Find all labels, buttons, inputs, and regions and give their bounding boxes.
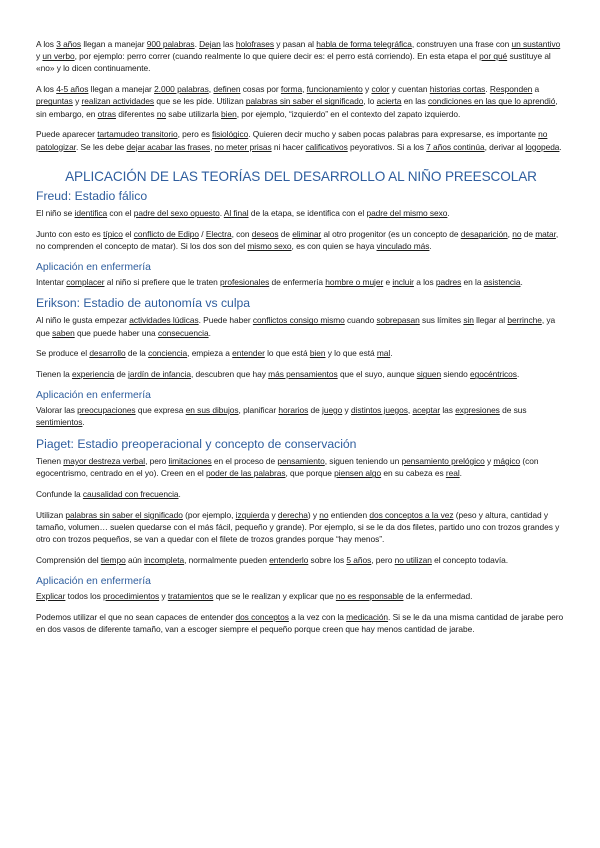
text-run: y <box>72 96 82 107</box>
text-run: de <box>114 369 129 380</box>
text-run: cuando <box>344 315 377 326</box>
text-run: de <box>521 228 536 239</box>
text-run: de sus <box>499 405 527 415</box>
underlined-text: condiciones en las que lo aprendió <box>428 96 556 107</box>
text-run: , pero es <box>177 129 212 140</box>
paragraph <box>36 314 566 338</box>
paragraph <box>36 404 566 428</box>
text-run: , ya que <box>36 315 556 338</box>
underlined-text: egocéntricos <box>470 369 517 380</box>
text-run: ) y <box>307 509 320 520</box>
underlined-text: fisiológico <box>211 129 249 140</box>
underlined-text: logopeda <box>525 141 560 152</box>
text-run: Se produce el <box>36 348 90 359</box>
underlined-text: definen <box>213 84 241 95</box>
underlined-text: 3 años <box>56 39 82 49</box>
section-heading-freud: Freud: Estadio fálico <box>36 188 148 203</box>
text-run: Utilizan <box>36 509 66 520</box>
underlined-text: color <box>371 84 390 95</box>
underlined-text: forma <box>280 84 303 95</box>
text-run: , que porque <box>285 468 335 479</box>
text-run: de la <box>125 348 149 359</box>
underlined-text: más pensamientos <box>268 369 338 380</box>
text-run: y <box>159 590 168 601</box>
underlined-text: piensen algo <box>334 468 382 479</box>
text-run: , siguen teniendo un <box>324 456 402 466</box>
text-run: . Quieren decir mucho y saben pocas palabras para expresarse, es importante <box>248 129 539 140</box>
underlined-text: tartamudeo transitorio <box>97 129 178 140</box>
text-run: . Puede haber <box>198 315 253 326</box>
underlined-text: mismo sexo <box>247 240 292 251</box>
underlined-text: realizan actividades <box>81 96 155 107</box>
text-run: , descubren que hay <box>190 369 269 380</box>
paragraph <box>36 347 566 359</box>
underlined-text: deseos <box>251 228 279 239</box>
underlined-text: siguen <box>416 369 442 380</box>
text-run: que expresa <box>135 405 186 415</box>
underlined-text: real <box>445 468 460 479</box>
paragraph <box>36 83 566 120</box>
text-run: las <box>220 39 236 49</box>
text-run: . <box>194 39 200 49</box>
paragraph <box>36 368 566 380</box>
text-run: que se le realizan y explicar que <box>213 590 336 601</box>
underlined-text: 2.000 palabras <box>154 84 209 95</box>
underlined-text: dos conceptos <box>235 611 289 622</box>
paragraph <box>36 455 566 479</box>
text-run: , es con quien se haya <box>291 240 377 251</box>
underlined-text: conflictos consigo mismo <box>252 315 345 326</box>
text-run: , construyen una frase con <box>411 39 512 49</box>
text-run: Al niño le gusta empezar <box>36 315 130 326</box>
text-run: , <box>302 84 307 95</box>
underlined-text: poder de las palabras <box>205 468 286 479</box>
underlined-text: acierta <box>376 96 402 107</box>
underlined-text: Al final <box>223 207 249 218</box>
text-run: , <box>507 228 513 239</box>
text-run: (peso y altura, cantidad y tamaño, volumen… suelen quedarse con el más fácil, pequeño y grande). Por ejemplo, si se le da dos filetes, partido uno con trozos grandes y otro con trozos pequeños, se van a quedar con el filete de trozos grandes porque “hay menos”. <box>36 509 560 545</box>
text-run: . <box>459 468 462 479</box>
section-heading-piaget: Piaget: Estadio preoperacional y concepto de conservación <box>36 437 357 451</box>
text-run: llegan a manejar <box>88 84 155 95</box>
text-run: sus límites <box>419 315 464 326</box>
text-run: cosas por <box>240 84 281 95</box>
underlined-text: sentimientos <box>36 417 83 428</box>
underlined-text: experiencia <box>71 369 115 380</box>
text-run: Tienen <box>36 456 64 466</box>
text-run: con el <box>107 207 134 218</box>
underlined-text: distintos juegos <box>350 405 408 415</box>
text-run: , lo <box>363 96 377 107</box>
paragraph <box>36 488 566 500</box>
text-run: y pasan al <box>274 39 317 49</box>
text-run: , pero <box>145 456 169 466</box>
text-run: . <box>559 141 562 152</box>
paragraph <box>36 207 566 219</box>
text-run: llegar al <box>473 315 508 326</box>
underlined-text: desarrollo <box>89 348 126 359</box>
text-run: . <box>208 327 211 338</box>
text-run: , sin embargo, en <box>36 96 558 119</box>
underlined-text: sobrepasan <box>376 315 420 326</box>
subheading-application: Aplicación en enfermería <box>36 261 151 273</box>
piaget-section <box>36 437 566 635</box>
text-run: . Si se le da una misma cantidad de jarabe pero en dos vasos de diferente tamaño, van a escoger siempre el pequeño porque creen que hay menos cantidad de jarabe. <box>36 611 564 634</box>
underlined-text: preguntas <box>36 96 73 107</box>
text-run: en su cabeza es <box>381 468 446 479</box>
underlined-text: matar <box>535 228 556 239</box>
text-run: Confunde la <box>36 489 83 499</box>
text-run: siendo <box>441 369 471 380</box>
subheading-application: Aplicación en enfermería <box>36 390 151 401</box>
text-run: diferentes <box>115 108 157 119</box>
text-run: el <box>122 228 134 239</box>
underlined-text: procedimientos <box>103 590 160 601</box>
text-run: de enfermería <box>269 276 326 287</box>
underlined-text: profesionales <box>220 276 270 287</box>
underlined-text: horarios <box>278 405 309 415</box>
intro-section <box>36 38 566 153</box>
underlined-text: aceptar <box>412 405 441 415</box>
text-run: . <box>82 417 85 428</box>
text-run: . <box>485 84 490 95</box>
underlined-text: en sus dibujos <box>185 405 239 415</box>
underlined-text: por qué <box>479 51 508 62</box>
text-run: y <box>484 456 494 466</box>
text-run: Valorar las <box>36 405 78 415</box>
underlined-text: bien <box>221 108 237 119</box>
underlined-text: 5 años <box>346 555 372 565</box>
text-run: (con egocentrismo, centrado en el yo). Creen en el <box>36 456 539 479</box>
text-run: , por ejemplo, “izquierdo” en el contexto del zapato izquierdo. <box>236 108 461 119</box>
underlined-text: medicación <box>346 611 389 622</box>
underlined-text: berrinche <box>507 315 542 326</box>
text-run: , empieza a <box>187 348 233 359</box>
underlined-text: vinculado más <box>376 240 430 251</box>
text-run: a la vez con la <box>288 611 347 622</box>
paragraph <box>36 509 566 546</box>
text-run: lo que está <box>264 348 310 359</box>
text-run: Podemos utilizar el que no sean capaces de entender <box>36 611 236 622</box>
underlined-text: preocupaciones <box>77 405 136 415</box>
underlined-text: juego <box>322 405 343 415</box>
text-run: , pero <box>371 555 395 565</box>
text-run: Comprensión del <box>36 555 101 565</box>
underlined-text: 7 años continúa <box>426 141 485 152</box>
text-run: , <box>210 141 215 152</box>
text-run: en las <box>401 96 429 107</box>
text-run: Intentar <box>36 276 67 287</box>
underlined-text: saben <box>52 327 75 338</box>
text-run: de <box>278 228 293 239</box>
text-run: entienden <box>328 509 370 520</box>
text-run: de la etapa, se identifica con el <box>248 207 367 218</box>
text-run: , no comprenden el concepto de matar). Si los dos son del <box>36 228 559 251</box>
underlined-text: asistencia <box>483 276 521 287</box>
underlined-text: incompleta <box>144 555 185 565</box>
text-run: , con <box>231 228 252 239</box>
text-run: . <box>390 348 393 359</box>
underlined-text: jardín de infancia <box>128 369 191 380</box>
underlined-text: historias cortas <box>429 84 486 95</box>
underlined-text: padre del sexo opuesto <box>133 207 220 218</box>
underlined-text: 4-5 años <box>56 84 89 95</box>
underlined-text: izquierda <box>235 509 270 520</box>
paragraph <box>36 38 566 75</box>
text-run: A los <box>36 84 57 95</box>
underlined-text: no es responsable <box>335 590 404 601</box>
text-run: Junto con esto es <box>36 228 104 239</box>
text-run: aún <box>125 555 145 565</box>
paragraph <box>36 554 566 566</box>
text-run: al otro progenitor (es un concepto de <box>321 228 461 239</box>
underlined-text: no <box>512 228 522 239</box>
text-run: . <box>520 276 523 287</box>
paragraph <box>36 611 566 635</box>
underlined-text: limitaciones <box>168 456 212 466</box>
underlined-text: tratamientos <box>167 590 214 601</box>
underlined-text: complacer <box>66 276 105 287</box>
text-run: e <box>383 276 393 287</box>
underlined-text: tiempo <box>100 555 126 565</box>
underlined-text: desaparición <box>460 228 508 239</box>
paragraph <box>36 276 566 288</box>
text-run: a los <box>413 276 436 287</box>
text-run: que puede haber una <box>74 327 158 338</box>
underlined-text: holofrases <box>235 39 275 49</box>
underlined-text: sin <box>463 315 474 326</box>
underlined-text: conciencia <box>148 348 188 359</box>
text-run: sustituye al «no» y lo dicen continuamente. <box>36 51 551 74</box>
text-run: de <box>308 405 323 415</box>
text-run: (por ejemplo, <box>182 509 236 520</box>
text-run: A los <box>36 39 57 49</box>
text-run: a <box>532 84 540 95</box>
underlined-text: causalidad con frecuencia <box>82 489 179 499</box>
text-run: que se les pide. Utilizan <box>154 96 246 107</box>
text-run: . <box>219 207 224 218</box>
text-run: . <box>178 489 181 499</box>
underlined-text: palabras sin saber el significado <box>65 509 183 520</box>
underlined-text: entenderlo <box>269 555 309 565</box>
text-run: que el suyo, aunque <box>337 369 417 380</box>
underlined-text: dejar acabar las frases <box>126 141 211 152</box>
underlined-text: funcionamiento <box>306 84 363 95</box>
text-run: / <box>199 228 206 239</box>
text-run: todos los <box>65 590 104 601</box>
text-run: sobre los <box>308 555 347 565</box>
freud-section <box>36 189 566 288</box>
underlined-text: Responden <box>489 84 533 95</box>
underlined-text: mágico <box>493 456 521 466</box>
underlined-text: bien <box>309 348 326 359</box>
text-run: , <box>407 405 413 415</box>
underlined-text: hombre o mujer <box>325 276 384 287</box>
text-run: y <box>269 509 278 520</box>
underlined-text: Explicar <box>36 590 66 601</box>
text-run: y <box>342 405 351 415</box>
underlined-text: padre del mismo sexo <box>366 207 448 218</box>
underlined-text: derecha <box>277 509 308 520</box>
text-run: El niño se <box>36 207 75 218</box>
underlined-text: entender <box>232 348 265 359</box>
underlined-text: actividades lúdicas <box>129 315 199 326</box>
underlined-text: Dejan <box>199 39 221 49</box>
text-run: , normalmente pueden <box>184 555 270 565</box>
text-run: Puede aparecer <box>36 129 98 140</box>
subheading-application: Aplicación en enfermería <box>36 575 151 587</box>
text-run: en la <box>461 276 484 287</box>
text-run: al niño si prefiere que le traten <box>104 276 221 287</box>
underlined-text: no <box>319 509 329 520</box>
text-run: Tienen la <box>36 369 72 380</box>
text-run: llegan a manejar <box>81 39 147 49</box>
text-run: . <box>429 240 432 251</box>
underlined-text: identifica <box>74 207 108 218</box>
text-run: y cuentan <box>389 84 430 95</box>
paragraph <box>36 228 566 252</box>
underlined-text: un verbo <box>42 51 75 62</box>
underlined-text: mayor destreza verbal <box>63 456 146 466</box>
underlined-text: pensamiento prelógico <box>401 456 485 466</box>
text-run: y <box>36 51 43 62</box>
text-run: y lo que está <box>325 348 377 359</box>
text-run: , planificar <box>238 405 279 415</box>
text-run: en el proceso de <box>211 456 278 466</box>
text-run: sabe utilizarla <box>166 108 222 119</box>
underlined-text: no utilizan <box>394 555 432 565</box>
underlined-text: consecuencia <box>157 327 209 338</box>
underlined-text: calificativos <box>305 141 348 152</box>
text-run: y <box>362 84 372 95</box>
text-run: . <box>447 207 450 218</box>
underlined-text: eliminar <box>292 228 322 239</box>
text-run: . <box>516 369 520 380</box>
text-run: peyorativos. Si a los <box>347 141 427 152</box>
underlined-text: incluir <box>392 276 414 287</box>
underlined-text: no patologizar <box>36 129 548 152</box>
underlined-text: expresiones <box>455 405 500 415</box>
text-run: , por ejemplo: perro correr (cuando realmente lo que quiere decir es: el perro está corriendo). En esta etapa el <box>74 51 480 62</box>
underlined-text: conflicto de Edipo <box>133 228 199 239</box>
page-title: APLICACIÓN DE LAS TEORÍAS DEL DESARROLLO AL NIÑO PREESCOLAR <box>65 168 537 184</box>
underlined-text: dos conceptos a la vez <box>369 509 454 520</box>
underlined-text: Electra <box>205 228 232 239</box>
section-heading-erikson: Erikson: Estadio de autonomía vs culpa <box>36 296 251 311</box>
underlined-text: un sustantivo <box>511 39 561 49</box>
underlined-text: palabras sin saber el significado <box>245 96 364 107</box>
erikson-section <box>36 296 566 428</box>
text-run: el concepto todavía. <box>431 555 509 565</box>
document-body <box>36 38 566 644</box>
underlined-text: no meter prisas <box>214 141 272 152</box>
underlined-text: típico <box>103 228 123 239</box>
underlined-text: habla de forma telegráfica <box>316 39 412 49</box>
paragraph <box>36 590 566 602</box>
underlined-text: 900 palabras <box>146 39 195 49</box>
underlined-text: otras <box>97 108 116 119</box>
text-run: las <box>440 405 456 415</box>
underlined-text: no <box>156 108 167 119</box>
text-run: , <box>208 84 214 95</box>
underlined-text: padres <box>435 276 462 287</box>
text-run: . Se les debe <box>75 141 127 152</box>
text-run: , derivar al <box>484 141 526 152</box>
text-run: ni hacer <box>271 141 306 152</box>
underlined-text: mal <box>376 348 391 359</box>
underlined-text: pensamiento <box>277 456 325 466</box>
paragraph <box>36 128 566 152</box>
text-run: de la enfermedad. <box>403 590 473 601</box>
